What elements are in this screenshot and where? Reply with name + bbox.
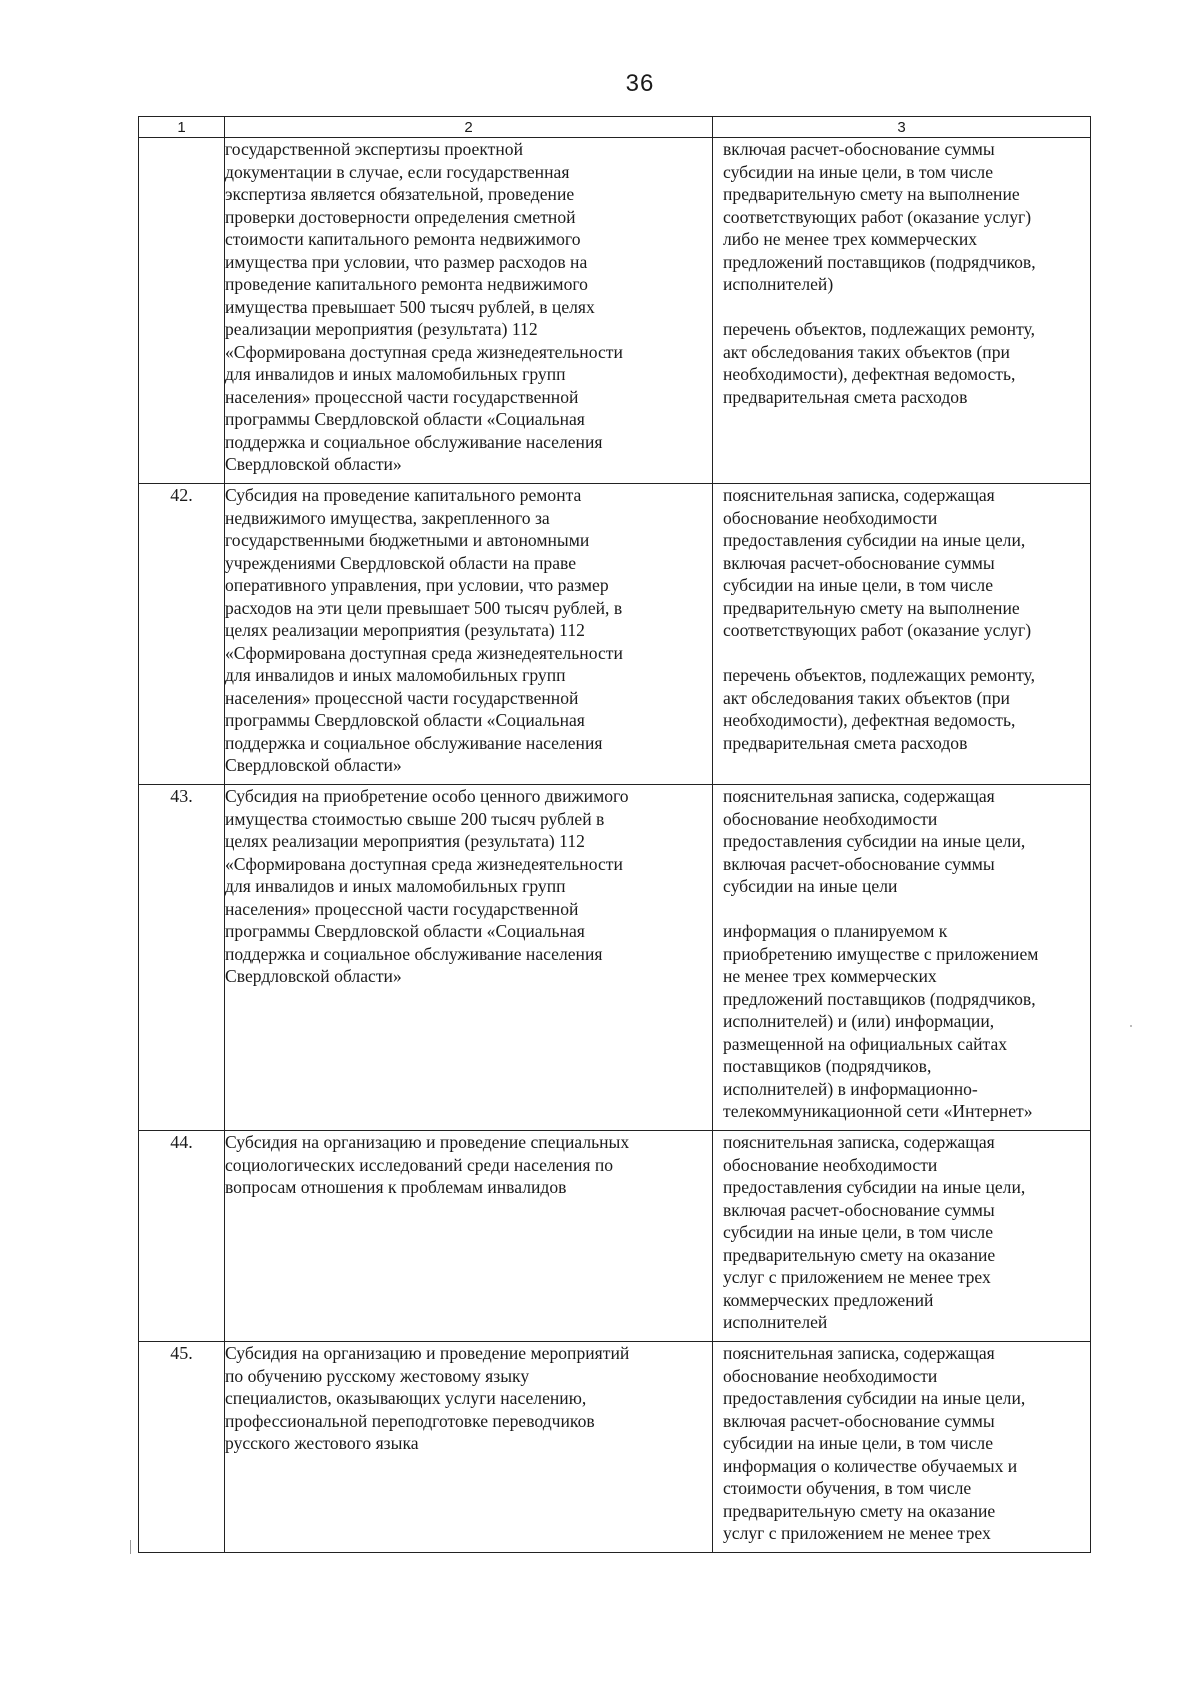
document-paragraph: пояснительная записка, содержащая обоснование необходимости предоставления субсидии на иные цели, включая расчет-обоснование суммы субсидии на иные цели, в том числе информация о количестве обучаемых и стоимости обучения, в том числе предварительную смету на оказание услуг с приложением не менее трех <box>723 1343 1026 1543</box>
column-header-documents: 3 <box>713 117 1091 138</box>
subsidy-description: Субсидия на приобретение особо ценного движимого имущества стоимостью свыше 200 тысяч рублей в целях реализации мероприятия (результата) 112 «Сформирована доступная среда жизнедеятельности для инвалидов и иных маломобильных групп населения» процессной части государственной программы Свердловской области «Социальная поддержка и социальное обслуживание населения Свердловской области» <box>225 785 713 1131</box>
column-header-number: 1 <box>139 117 225 138</box>
table-row <box>139 1131 1091 1342</box>
required-documents-cell <box>713 1131 1091 1342</box>
row-number: 45. <box>139 1342 225 1553</box>
table-header-row <box>139 117 1091 138</box>
row-number <box>139 138 225 484</box>
row-number: 43. <box>139 785 225 1131</box>
table-row <box>139 484 1091 785</box>
required-documents-cell <box>713 785 1091 1131</box>
subsidy-description: государственной экспертизы проектной документации в случае, если государственная экспертиза является обязательной, проведение проверки достоверности определения сметной стоимости капитального ремонта недвижимого имущества при условии, что размер расходов на проведение капитального ремонта недвижимого имущества превышает 500 тысяч рублей, в целях реализации мероприятия (результата) 112 «Сформирована доступная среда жизнедеятельности для инвалидов и иных маломобильных групп населения» процессной части государственной программы Свердловской области «Социальная поддержка и социальное обслуживание населения Свердловской области» <box>225 138 713 484</box>
document-paragraph: информация о планируемом к приобретению имуществе с приложением не менее трех коммерческих предложений поставщиков (подрядчиков, исполнителей) и (или) информации, размещенной на официальных сайтах поставщиков (подрядчиков, исполнителей) в информационно- телекоммуникационной сети «Интернет» <box>723 921 1039 1121</box>
document-paragraph: пояснительная записка, содержащая обоснование необходимости предоставления субсидии на иные цели, включая расчет-обоснование суммы субсидии на иные цели, в том числе предварительную смету на выполнение соответствующих работ (оказание услуг) <box>723 485 1032 640</box>
table-row <box>139 785 1091 1131</box>
scan-artifact-line <box>130 1540 131 1554</box>
subsidy-description: Субсидия на организацию и проведение специальных социологических исследований среди населения по вопросам отношения к проблемам инвалидов <box>225 1131 713 1342</box>
subsidy-documents-table <box>138 116 1091 1553</box>
column-header-description: 2 <box>225 117 713 138</box>
required-documents-cell <box>713 1342 1091 1553</box>
row-number: 42. <box>139 484 225 785</box>
subsidy-description: Субсидия на проведение капитального ремонта недвижимого имущества, закрепленного за государственными бюджетными и автономными учреждениями Свердловской области на праве оперативного управления, при условии, что размер расходов на эти цели превышает 500 тысяч рублей, в целях реализации мероприятия (результата) 112 «Сформирована доступная среда жизнедеятельности для инвалидов и иных маломобильных групп населения» процессной части государственной программы Свердловской области «Социальная поддержка и социальное обслуживание населения Свердловской области» <box>225 484 713 785</box>
document-paragraph: перечень объектов, подлежащих ремонту, акт обследования таких объектов (при необходимости), дефектная ведомость, предварительная смета расходов <box>723 665 1035 753</box>
document-paragraph: включая расчет-обоснование суммы субсидии на иные цели, в том числе предварительную смету на выполнение соответствующих работ (оказание услуг) либо не менее трех коммерческих предложений поставщиков (подрядчиков, исполнителей) <box>723 139 1036 294</box>
required-documents-cell <box>713 484 1091 785</box>
table-row <box>139 1342 1091 1553</box>
page-number: 36 <box>625 70 655 97</box>
document-paragraph: перечень объектов, подлежащих ремонту, акт обследования таких объектов (при необходимости), дефектная ведомость, предварительная смета расходов <box>723 319 1035 407</box>
row-number: 44. <box>139 1131 225 1342</box>
document-paragraph: пояснительная записка, содержащая обоснование необходимости предоставления субсидии на иные цели, включая расчет-обоснование суммы субсидии на иные цели, в том числе предварительную смету на оказание услуг с приложением не менее трех коммерческих предложений исполнителей <box>723 1132 1026 1332</box>
scan-artifact-dot <box>1130 1025 1132 1027</box>
subsidy-description: Субсидия на организацию и проведение мероприятий по обучению русскому жестовому языку специалистов, оказывающих услуги населению, профессиональной переподготовке переводчиков русского жестового языка <box>225 1342 713 1553</box>
document-paragraph: пояснительная записка, содержащая обоснование необходимости предоставления субсидии на иные цели, включая расчет-обоснование суммы субсидии на иные цели <box>723 786 1026 896</box>
table-row <box>139 138 1091 484</box>
required-documents-cell <box>713 138 1091 484</box>
